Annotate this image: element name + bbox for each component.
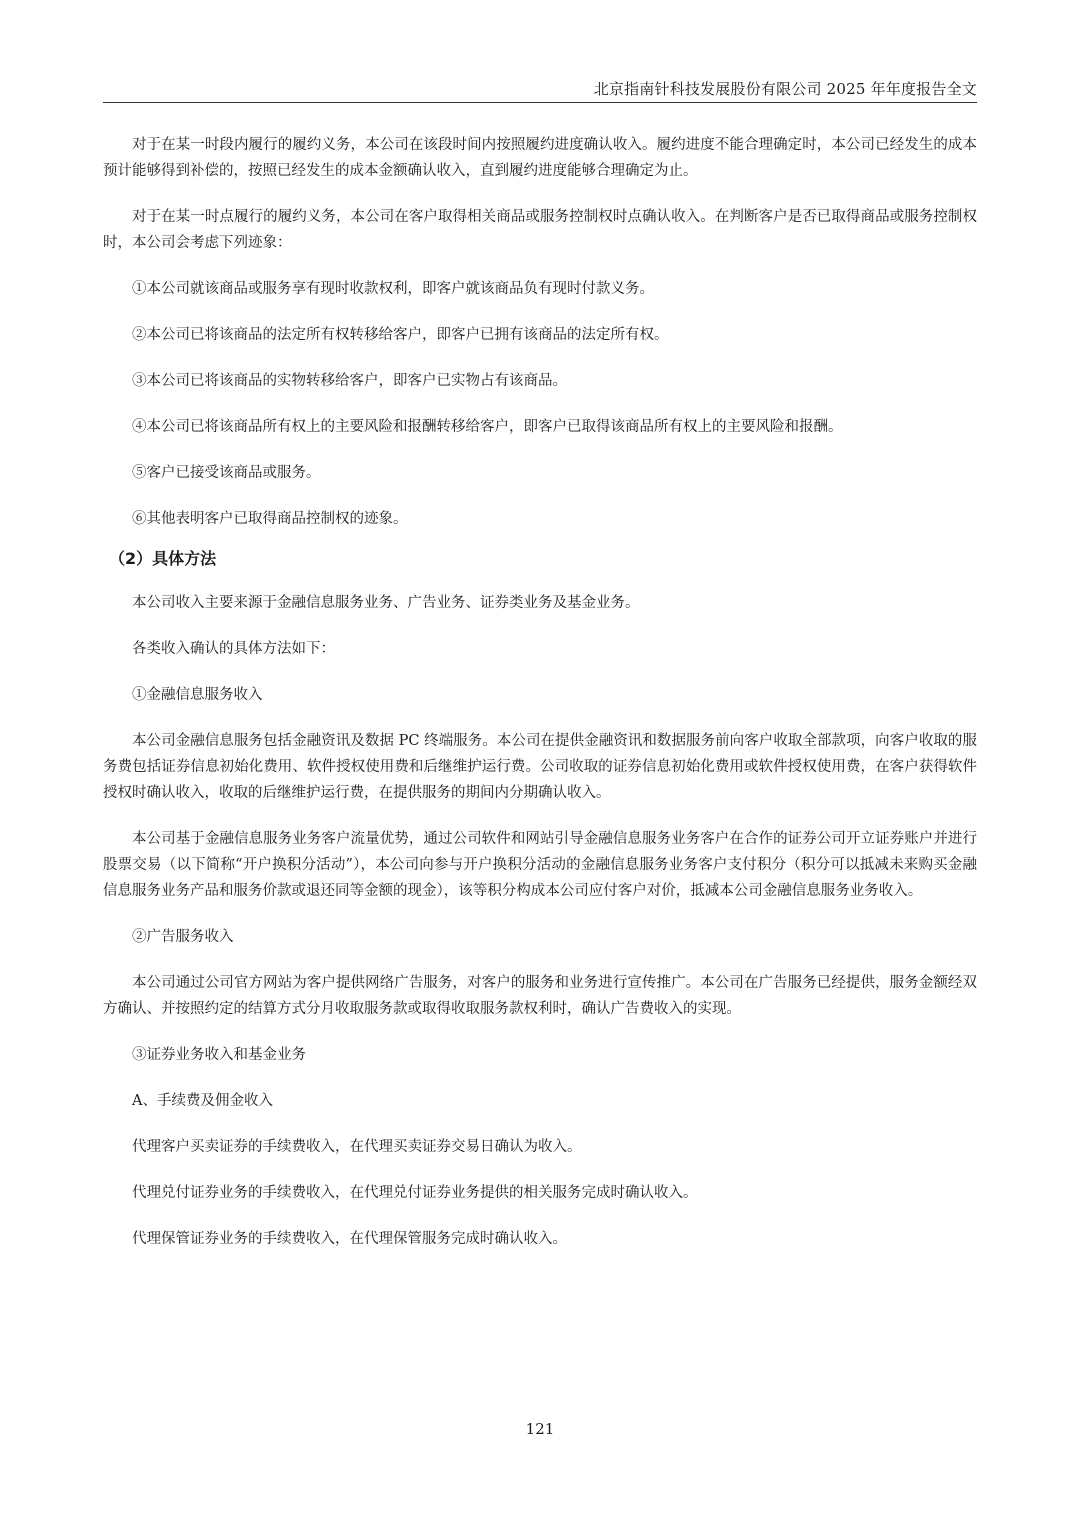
paragraph: 本公司通过公司官方网站为客户提供网络广告服务，对客户的服务和业务进行宣传推广。本公司在广告服务已经提供，服务金额经双方确认、并按照约定的结算方式分月收取服务款或取得收取服务款权利时，确认广告费收入的实现。 xyxy=(103,975,977,1017)
list-item: ②本公司已将该商品的法定所有权转移给客户，即客户已拥有该商品的法定所有权。 xyxy=(132,327,669,343)
paragraph: 代理保管证券业务的手续费收入，在代理保管服务完成时确认收入。 xyxy=(132,1231,567,1247)
report-title: 北京指南针科技发展股份有限公司 2025 年年度报告全文 xyxy=(593,80,977,98)
list-item: ⑥其他表明客户已取得商品控制权的迹象。 xyxy=(132,511,408,527)
list-item: ⑤客户已接受该商品或服务。 xyxy=(132,465,321,481)
subsection-title: A、手续费及佣金收入 xyxy=(132,1093,273,1109)
subsection-title: ①金融信息服务收入 xyxy=(132,687,263,703)
section-heading: （2）具体方法 xyxy=(109,549,217,568)
subsection-title: ②广告服务收入 xyxy=(132,929,234,945)
paragraph: 代理客户买卖证券的手续费收入，在代理买卖证券交易日确认为收入。 xyxy=(132,1139,582,1155)
paragraph: 对于在某一时段内履行的履约义务，本公司在该段时间内按照履约进度确认收入。履约进度不能合理确定时，本公司已经发生的成本预计能够得到补偿的，按照已经发生的成本金额确认收入，直到履约进度能够合理确定为止。 xyxy=(103,137,977,179)
paragraph: 各类收入确认的具体方法如下： xyxy=(132,641,335,657)
list-item: ①本公司就该商品或服务享有现时收款权利，即客户就该商品负有现时付款义务。 xyxy=(132,281,654,297)
paragraph: 本公司金融信息服务包括金融资讯及数据 PC 终端服务。本公司在提供金融资讯和数据服务前向客户收取全部款项，向客户收取的服务费包括证券信息初始化费用、软件授权使用费和后继维护运行费。公司收取的证券信息初始化费用或软件授权使用费，在客户获得软件授权时确认收入，收取的后继维护运行费，在提供服务的期间内分期确认收入。 xyxy=(103,733,977,801)
list-item: ③本公司已将该商品的实物转移给客户，即客户已实物占有该商品。 xyxy=(132,373,567,389)
page-number: 121 xyxy=(525,1420,555,1438)
subsection-title: ③证券业务收入和基金业务 xyxy=(132,1047,306,1063)
paragraph: 对于在某一时点履行的履约义务，本公司在客户取得相关商品或服务控制权时点确认收入。在判断客户是否已取得商品或服务控制权时，本公司会考虑下列迹象： xyxy=(103,209,977,251)
paragraph: 代理兑付证券业务的手续费收入，在代理兑付证券业务提供的相关服务完成时确认收入。 xyxy=(132,1185,698,1201)
paragraph: 本公司基于金融信息服务业务客户流量优势，通过公司软件和网站引导金融信息服务业务客户在合作的证券公司开立证券账户并进行股票交易（以下简称“开户换积分活动”），本公司向参与开户换积分活动的金融信息服务业务客户支付积分（积分可以抵减未来购买金融信息服务业务产品和服务价款或退还同等金额的现金），该等积分构成本公司应付客户对价，抵减本公司金融信息服务业务收入。 xyxy=(103,831,977,899)
list-item: ④本公司已将该商品所有权上的主要风险和报酬转移给客户，即客户已取得该商品所有权上的主要风险和报酬。 xyxy=(132,419,843,435)
document-body xyxy=(103,132,977,1272)
paragraph: 本公司收入主要来源于金融信息服务业务、广告业务、证券类业务及基金业务。 xyxy=(132,595,640,611)
page-header xyxy=(103,72,977,103)
